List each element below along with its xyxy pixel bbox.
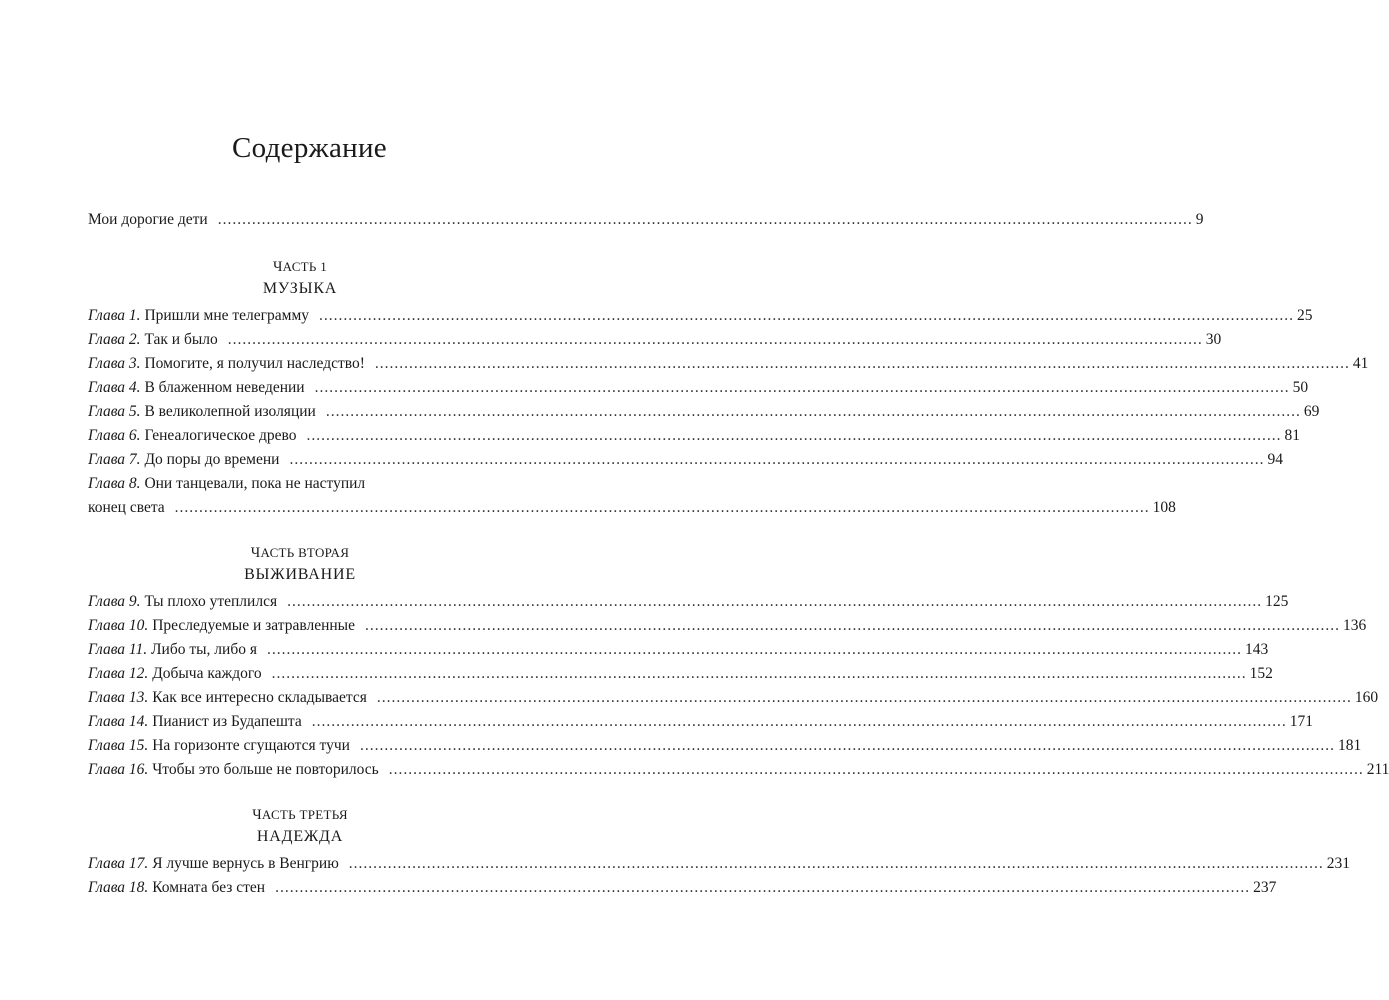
leader-dots: ........................................................................................................................................................................................................ bbox=[325, 403, 1301, 420]
chapter-prefix: Глава 2. bbox=[88, 331, 141, 348]
leader-dots: ........................................................................................................................................................................................................ bbox=[306, 427, 1282, 444]
toc-entry-title bbox=[88, 376, 305, 400]
chapter-prefix: Глава 8. bbox=[88, 475, 141, 492]
toc-entry[interactable] bbox=[88, 710, 1314, 734]
toc-entry-page: 50 bbox=[1292, 379, 1309, 396]
toc-entry-page: 171 bbox=[1289, 713, 1314, 730]
leader-dots: ........................................................................................................................................................................................................ bbox=[275, 879, 1251, 896]
chapter-prefix: Глава 6. bbox=[88, 427, 141, 444]
leader-dots: ........................................................................................................................................................................................................ bbox=[348, 855, 1324, 872]
toc-entry-title bbox=[88, 590, 277, 614]
toc-entry[interactable] bbox=[88, 852, 1351, 876]
toc-entry-page: 41 bbox=[1352, 355, 1369, 372]
toc-entry-title bbox=[88, 734, 350, 758]
leader-dots: ........................................................................................................................................................................................................ bbox=[364, 617, 1340, 634]
toc-entry[interactable] bbox=[88, 448, 1283, 472]
leader-dots: ........................................................................................................................................................................................................ bbox=[388, 761, 1364, 778]
chapter-title: Как все интересно складывается bbox=[152, 689, 367, 706]
toc-entry[interactable] bbox=[88, 638, 1269, 662]
chapter-title: Либо ты, либо я bbox=[151, 641, 257, 658]
table-of-contents bbox=[88, 208, 1389, 900]
leader-dots: ........................................................................................................................................................................................................ bbox=[266, 641, 1242, 658]
chapter-title: В великолепной изоляции bbox=[144, 403, 316, 420]
toc-entry-continuation[interactable] bbox=[88, 496, 1176, 520]
toc-entry-page: 237 bbox=[1253, 879, 1277, 896]
chapter-title: Помогите, я получил наследство! bbox=[144, 355, 365, 372]
toc-entry[interactable] bbox=[88, 614, 1367, 638]
leader-dots: ........................................................................................................................................................................................................ bbox=[271, 665, 1247, 682]
toc-entry[interactable] bbox=[88, 662, 1273, 686]
toc-entry-title: Мои дорогие дети bbox=[88, 211, 208, 228]
leader-dots: ........................................................................................................................................................................................................ bbox=[289, 451, 1265, 468]
chapter-prefix: Глава 11. bbox=[88, 641, 148, 658]
part-label-rest: АСТЬ ВТОРАЯ bbox=[260, 545, 350, 560]
leader-dots: ........................................................................................................................................................................................................ bbox=[319, 307, 1294, 324]
toc-entry-title bbox=[88, 400, 316, 424]
chapter-title: Ты плохо утеплился bbox=[144, 593, 278, 610]
leader-dots: ........................................................................................................................................................................................................ bbox=[311, 713, 1287, 730]
toc-entry-page: 94 bbox=[1267, 451, 1283, 468]
chapter-prefix: Глава 5. bbox=[88, 403, 141, 420]
page-title: Содержание bbox=[232, 132, 387, 164]
toc-entry[interactable] bbox=[88, 376, 1309, 400]
toc-entry-page: 136 bbox=[1342, 617, 1367, 634]
toc-entry[interactable] bbox=[88, 758, 1389, 782]
leader-dots: ........................................................................................................................................................................................................ bbox=[359, 737, 1335, 754]
leader-dots: ........................................................................................................................................................................................................ bbox=[376, 689, 1352, 706]
toc-entry-page: 25 bbox=[1297, 307, 1313, 324]
chapter-prefix: Глава 17. bbox=[88, 855, 149, 872]
chapter-prefix: Глава 12. bbox=[88, 665, 149, 682]
part-label-rest: АСТЬ ТРЕТЬЯ bbox=[261, 807, 348, 822]
leader-dots: ........................................................................................................................................................................................................ bbox=[174, 499, 1150, 516]
toc-entry-title bbox=[88, 638, 257, 662]
toc-entry-page: 125 bbox=[1265, 593, 1289, 610]
toc-entry-page: 181 bbox=[1337, 737, 1362, 754]
chapter-prefix: Глава 14. bbox=[88, 713, 149, 730]
toc-entry[interactable] bbox=[88, 424, 1300, 448]
part-title: НАДЕЖДА bbox=[256, 828, 344, 845]
chapter-title-cont: конец света bbox=[88, 499, 165, 516]
toc-entry[interactable] bbox=[88, 328, 1222, 352]
part-label bbox=[88, 258, 512, 276]
part-label bbox=[88, 544, 512, 562]
chapter-title: Они танцевали, пока не наступил bbox=[144, 475, 366, 492]
part-label-initial: Ч bbox=[272, 259, 283, 275]
leader-dots: ........................................................................................................................................................................................................ bbox=[287, 593, 1263, 610]
part-label-initial: Ч bbox=[252, 807, 262, 823]
toc-entry-title bbox=[88, 472, 365, 496]
toc-entry-title bbox=[88, 448, 279, 472]
toc-entry[interactable] bbox=[88, 352, 1369, 376]
toc-entry[interactable] bbox=[88, 734, 1362, 758]
chapter-title: Добыча каждого bbox=[152, 665, 262, 682]
toc-entry[interactable] bbox=[88, 590, 1289, 614]
toc-entry-title bbox=[88, 328, 218, 352]
chapter-prefix: Глава 16. bbox=[88, 761, 149, 778]
toc-entry-page: 211 bbox=[1366, 761, 1389, 778]
chapter-prefix: Глава 3. bbox=[88, 355, 141, 372]
leader-dots: ........................................................................................................................................................................................................ bbox=[314, 379, 1290, 396]
toc-entry[interactable] bbox=[88, 472, 512, 496]
toc-entry-page: 152 bbox=[1249, 665, 1273, 682]
toc-entry-page: 143 bbox=[1244, 641, 1269, 658]
toc-entry-title bbox=[88, 852, 339, 876]
part-label bbox=[88, 806, 512, 824]
leader-dots: ........................................................................................................................................................................................................ bbox=[217, 211, 1193, 228]
chapter-title: Генеалогическое древо bbox=[144, 427, 297, 444]
chapter-title: Пришли мне телеграмму bbox=[144, 307, 309, 324]
toc-entry-page: 9 bbox=[1195, 211, 1204, 228]
chapter-prefix: Глава 13. bbox=[88, 689, 149, 706]
leader-dots: ........................................................................................................................................................................................................ bbox=[374, 355, 1350, 372]
chapter-title: Чтобы это больше не повторилось bbox=[152, 761, 379, 778]
part-label-initial: Ч bbox=[250, 545, 261, 561]
chapter-title: Преследуемые и затравленные bbox=[152, 617, 355, 634]
toc-entry[interactable] bbox=[88, 876, 1277, 900]
toc-entry-page: 231 bbox=[1326, 855, 1351, 872]
chapter-prefix: Глава 4. bbox=[88, 379, 141, 396]
toc-entry[interactable] bbox=[88, 400, 1320, 424]
part-title: ВЫЖИВАНИЕ bbox=[244, 566, 356, 583]
toc-entry-page: 30 bbox=[1205, 331, 1222, 348]
toc-entry[interactable] bbox=[88, 686, 1379, 710]
toc-entry-page: 160 bbox=[1354, 689, 1379, 706]
toc-entry-page: 69 bbox=[1303, 403, 1320, 420]
toc-entry-title bbox=[88, 710, 302, 734]
chapter-title: Пианист из Будапешта bbox=[152, 713, 302, 730]
part-label-rest: АСТЬ 1 bbox=[282, 259, 328, 274]
toc-entry[interactable] bbox=[88, 304, 1313, 328]
chapter-title: Комната без стен bbox=[152, 879, 266, 896]
toc-entry-title bbox=[88, 304, 309, 328]
chapter-prefix: Глава 9. bbox=[88, 593, 141, 610]
leader-dots: ........................................................................................................................................................................................................ bbox=[227, 331, 1203, 348]
toc-entry-title bbox=[88, 424, 296, 448]
toc-entry-page: 108 bbox=[1152, 499, 1176, 516]
chapter-prefix: Глава 10. bbox=[88, 617, 149, 634]
chapter-title: В блаженном неведении bbox=[144, 379, 305, 396]
chapter-title: Так и было bbox=[144, 331, 218, 348]
toc-entry-title bbox=[88, 662, 262, 686]
chapter-prefix: Глава 7. bbox=[88, 451, 141, 468]
toc-parts bbox=[88, 258, 1389, 900]
toc-entry-page: 81 bbox=[1284, 427, 1300, 444]
chapter-prefix: Глава 18. bbox=[88, 879, 149, 896]
chapter-title: На горизонте сгущаются тучи bbox=[152, 737, 350, 754]
chapter-title: До поры до времени bbox=[144, 451, 280, 468]
toc-entry-intro[interactable] bbox=[88, 208, 1204, 232]
toc-entry-title bbox=[88, 686, 367, 710]
part-title: МУЗЫКА bbox=[262, 280, 338, 297]
toc-entry-title bbox=[88, 352, 365, 376]
toc-entry-title bbox=[88, 876, 265, 900]
chapter-title: Я лучше вернусь в Венгрию bbox=[152, 855, 339, 872]
toc-entry-title bbox=[88, 614, 355, 638]
chapter-prefix: Глава 1. bbox=[88, 307, 141, 324]
chapter-prefix: Глава 15. bbox=[88, 737, 149, 754]
toc-entry-title bbox=[88, 758, 379, 782]
